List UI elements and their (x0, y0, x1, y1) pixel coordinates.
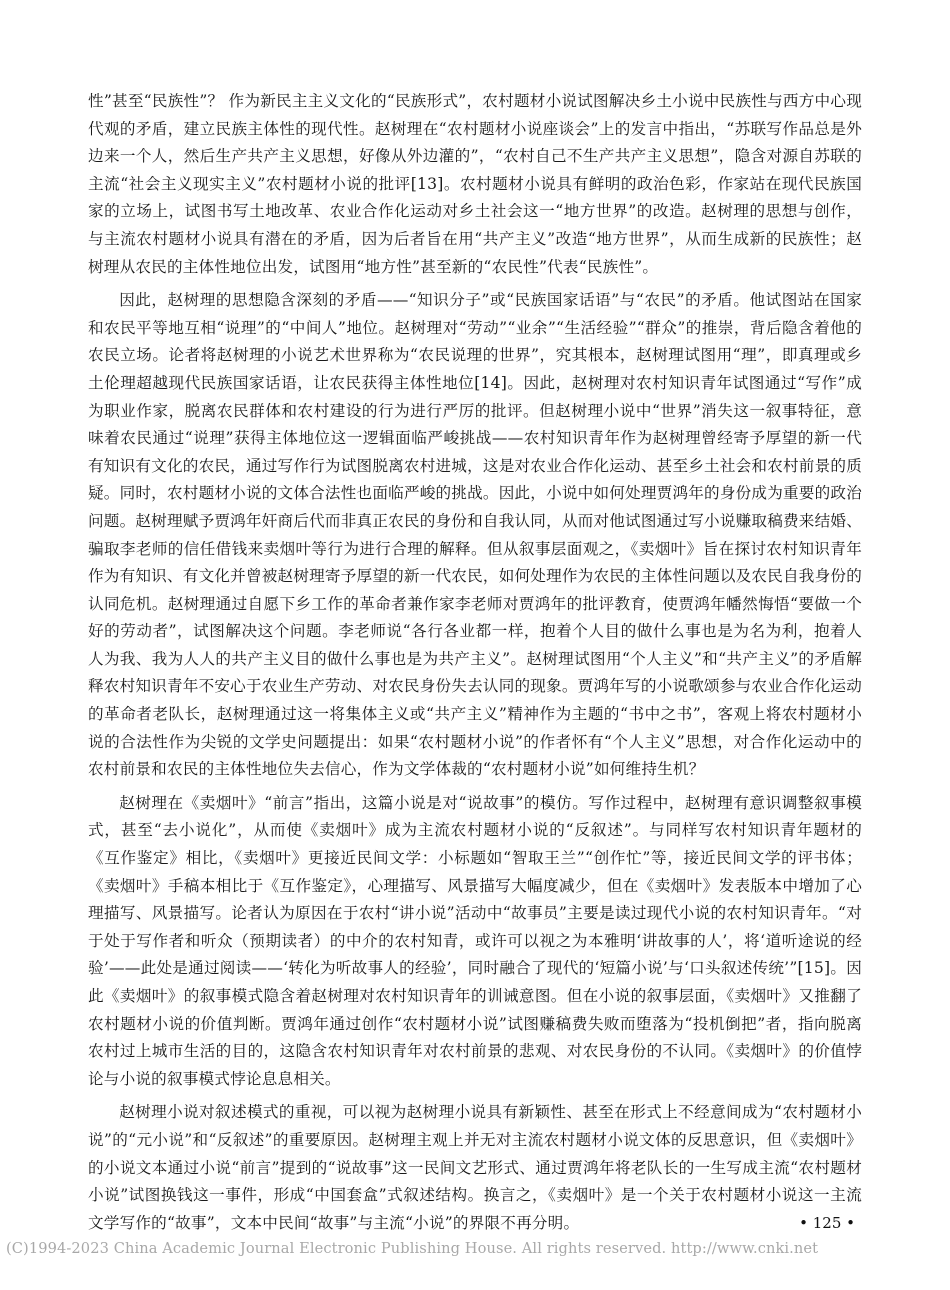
page-number: • 125 • (799, 1214, 855, 1232)
copyright-watermark: (C)1994-2023 China Academic Journal Electronic Publishing House. All rights reserved. http://www.cnki.net (6, 1240, 819, 1257)
paragraph-1: 性”甚至“民族性”？ 作为新民主主义文化的“民族形式”，农村题材小说试图解决乡土小说中民族性与西方中心现代观的矛盾，建立民族主体性的现代性。赵树理在“农村题材小说座谈会”上的发言中指出，“苏联写作品总是外边来一个人，然后生产共产主义思想，好像从外边灌的”，“农村自己不生产共产主义思想”，隐含对源自苏联的主流“社会主义现实主义”农村题材小说的批评[13]。农村题材小说具有鲜明的政治色彩，作家站在现代民族国家的立场上，试图书写土地改革、农业合作化运动对乡土社会这一“地方世界”的改造。赵树理的思想与创作，与主流农村题材小说具有潜在的矛盾，因为后者旨在用“共产主义”改造“地方世界”，从而生成新的民族性；赵树理从农民的主体性地位出发，试图用“地方性”甚至新的“农民性”代表“民族性”。 (88, 92, 862, 276)
paragraph-4: 赵树理小说对叙述模式的重视，可以视为赵树理小说具有新颖性、甚至在形式上不经意间成为“农村题材小说”的“元小说”和“反叙述”的重要原因。赵树理主观上并无对主流农村题材小说文体的反思意识，但《卖烟叶》的小说文本通过小说“前言”提到的“说故事”这一民间文艺形式、通过贾鸿年将老队长的一生写成主流“农村题材小说”试图换钱这一事件，形成“中国套盒”式叙述结构。换言之，《卖烟叶》是一个关于农村题材小说这一主流文学写作的“故事”，文本中民间“故事”与主流“小说”的界限不再分明。 (88, 1103, 862, 1232)
article-body (88, 88, 862, 1243)
paragraph-2: 因此，赵树理的思想隐含深刻的矛盾——“知识分子”或“民族国家话语”与“农民”的矛盾。他试图站在国家和农民平等地互相“说理”的“中间人”地位。赵树理对“劳动”“业余”“生活经验”“群众”的推崇，背后隐含着他的农民立场。论者将赵树理的小说艺术世界称为“农民说理的世界”，究其根本，赵树理试图用“理”，即真理或乡土伦理超越现代民族国家话语，让农民获得主体性地位[14]。因此，赵树理对农村知识青年试图通过“写作”成为职业作家，脱离农民群体和农村建设的行为进行严厉的批评。但赵树理小说中“世界”消失这一叙事特征，意味着农民通过“说理”获得主体地位这一逻辑面临严峻挑战——农村知识青年作为赵树理曾经寄予厚望的新一代有知识有文化的农民，通过写作行为试图脱离农村进城，这是对农业合作化运动、甚至乡土社会和农村前景的质疑。同时，农村题材小说的文体合法性也面临严峻的挑战。因此，小说中如何处理贾鸿年的身份成为重要的政治问题。赵树理赋予贾鸿年奸商后代而非真正农民的身份和自我认同，从而对他试图通过写小说赚取稿费来结婚、骗取李老师的信任借钱来卖烟叶等行为进行合理的解释。但从叙事层面观之，《卖烟叶》旨在探讨农村知识青年作为有知识、有文化并曾被赵树理寄予厚望的新一代农民，如何处理作为农民的主体性问题以及农民自我身份的认同危机。赵树理通过自愿下乡工作的革命者兼作家李老师对贾鸿年的批评教育，使贾鸿年幡然悔悟“要做一个好的劳动者”，试图解决这个问题。李老师说“各行各业都一样，抱着个人目的做什么事也是为名为利，抱着人人为我、我为人人的共产主义目的做什么事也是为共产主义”。赵树理试图用“个人主义”和“共产主义”的矛盾解释农村知识青年不安心于农业生产劳动、对农民身份失去认同的现象。贾鸿年写的小说歌颂参与农业合作化运动的革命者老队长，赵树理通过这一将集体主义或“共产主义”精神作为主题的“书中之书”，客观上将农村题材小说的合法性作为尖锐的文学史问题提出：如果“农村题材小说”的作者怀有“个人主义”思想，对合作化运动中的农村前景和农民的主体性地位失去信心，作为文学体裁的“农村题材小说”如何维持生机？ (88, 291, 862, 779)
paragraph-3: 赵树理在《卖烟叶》“前言”指出，这篇小说是对“说故事”的模仿。写作过程中，赵树理有意识调整叙事模式，甚至“去小说化”，从而使《卖烟叶》成为主流农村题材小说的“反叙述”。与同样写农村知识青年题材的《互作鉴定》相比，《卖烟叶》更接近民间文学：小标题如“智取王兰”“创作忙”等，接近民间文学的评书体；《卖烟叶》手稿本相比于《互作鉴定》，心理描写、风景描写大幅度减少，但在《卖烟叶》发表版本中增加了心理描写、风景描写。论者认为原因在于农村“讲小说”活动中“故事员”主要是读过现代小说的农村知识青年。“对于处于写作者和听众（预期读者）的中介的农村知青，或许可以视之为本雅明‘讲故事的人’，将‘道听途说的经验’——此处是通过阅读——‘转化为听故事人的经验’，同时融合了现代的‘短篇小说’与‘口头叙述传统’”[15]。因此《卖烟叶》的叙事模式隐含着赵树理对农村知识青年的训诫意图。但在小说的叙事层面，《卖烟叶》又推翻了农村题材小说的价值判断。贾鸿年通过创作“农村题材小说”试图赚稿费失败而堕落为“投机倒把”者，指向脱离农村过上城市生活的目的，这隐含农村知识青年对农村前景的悲观、对农民身份的不认同。《卖烟叶》的价值悖论与小说的叙事模式悖论息息相关。 (88, 793, 862, 1088)
